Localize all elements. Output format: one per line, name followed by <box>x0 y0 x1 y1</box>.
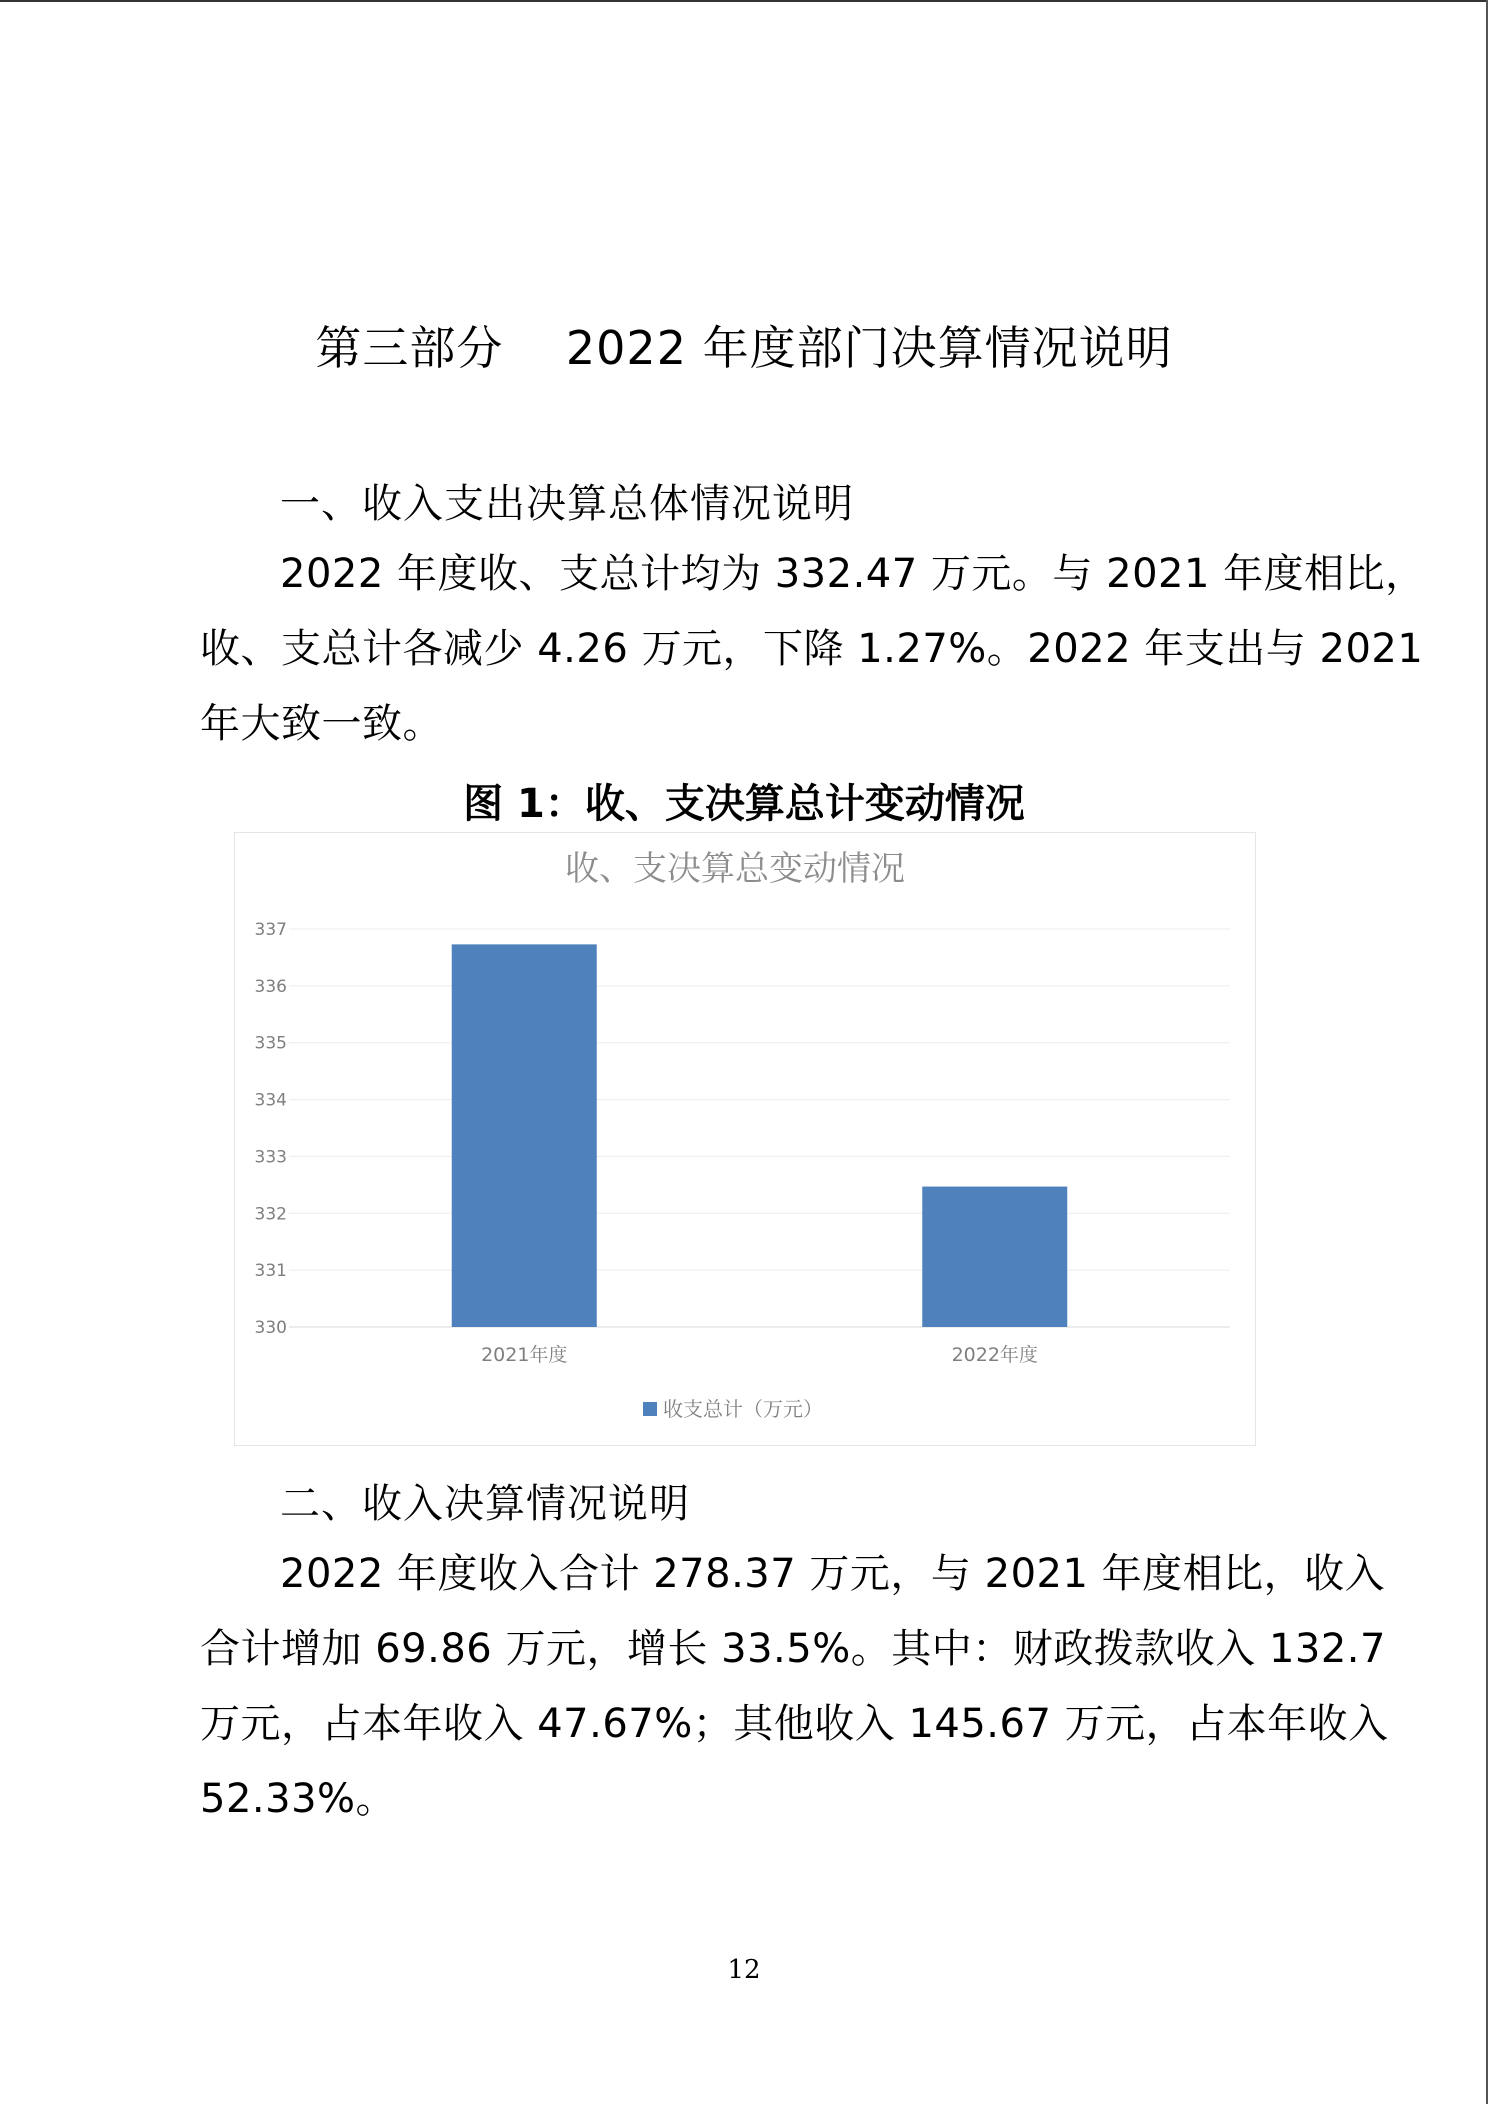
legend-swatch <box>643 1402 657 1416</box>
paragraph-line: 年大致一致。 <box>200 701 443 747</box>
x-tick-label: 2022年度 <box>951 1344 1038 1366</box>
figure-caption: 图 1：收、支决算总计变动情况 <box>463 781 1025 827</box>
chart-title: 收、支决算总变动情况 <box>565 849 905 889</box>
paragraph-line: 收、支总计各减少 4.26 万元，下降 1.27%。2022 年支出与 2021 <box>200 626 1424 672</box>
y-tick-label: 332 <box>254 1204 287 1225</box>
section-heading-income: 二、收入决算情况说明 <box>280 1481 690 1527</box>
paragraph-line: 52.33%。 <box>200 1776 397 1822</box>
y-tick-label: 331 <box>254 1261 287 1282</box>
bar-chart <box>234 832 1256 1446</box>
chart-bars <box>452 944 1068 1327</box>
paragraph-line: 万元，占本年收入 47.67%；其他收入 145.67 万元，占本年收入 <box>200 1701 1389 1747</box>
y-tick-label: 336 <box>254 976 287 997</box>
chart-legend <box>643 1397 823 1421</box>
bar <box>452 944 597 1327</box>
chart-gridlines <box>289 929 1230 1327</box>
paragraph-overall <box>200 537 1426 762</box>
y-tick-label: 337 <box>254 920 287 940</box>
bar <box>922 1187 1067 1327</box>
legend-label: 收支总计（万元） <box>663 1397 823 1421</box>
page-number: 12 <box>727 1955 761 1985</box>
x-tick-label: 2021年度 <box>481 1344 568 1366</box>
paragraph-income <box>200 1537 1389 1837</box>
paragraph-line: 2022 年度收入合计 278.37 万元，与 2021 年度相比，收入 <box>280 1551 1386 1597</box>
paragraph-line: 2022 年度收、支总计均为 332.47 万元。与 2021 年度相比， <box>280 551 1426 597</box>
chart-x-axis-labels <box>481 1344 1038 1366</box>
y-tick-label: 333 <box>254 1147 287 1168</box>
paragraph-line: 合计增加 69.86 万元，增长 33.5%。其中：财政拨款收入 132.7 <box>200 1626 1386 1672</box>
page-top-border <box>0 0 1488 2</box>
document-title: 第三部分 2022 年度部门决算情况说明 <box>315 321 1173 375</box>
section-heading-overall: 一、收入支出决算总体情况说明 <box>280 481 854 527</box>
chart-y-axis-ticks <box>255 920 287 1338</box>
y-tick-label: 335 <box>254 1033 287 1054</box>
y-tick-label: 334 <box>254 1090 287 1111</box>
y-tick-label: 330 <box>254 1318 287 1338</box>
bar-chart-svg <box>235 833 1255 1445</box>
